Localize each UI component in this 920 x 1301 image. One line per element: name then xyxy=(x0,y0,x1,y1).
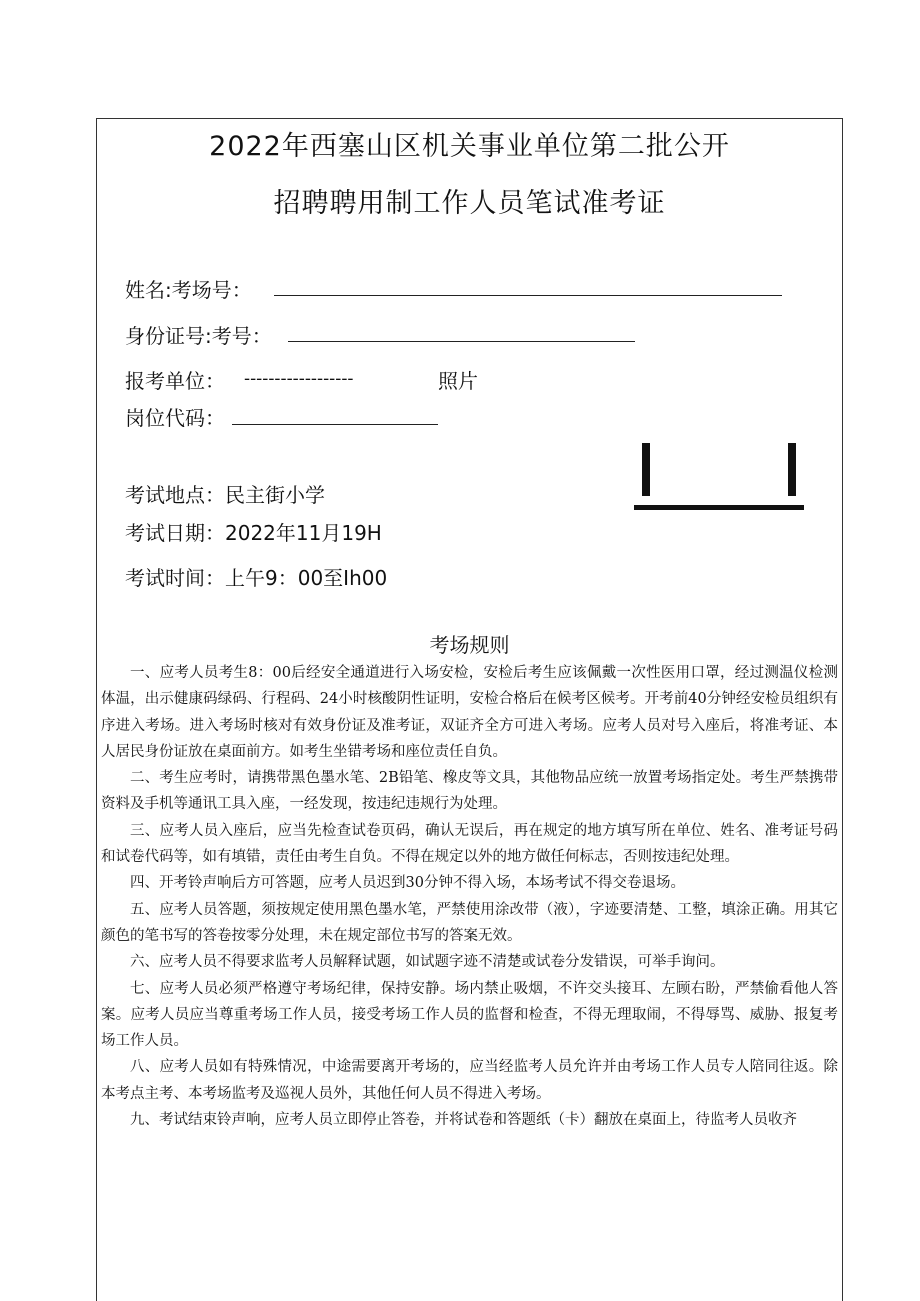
photo-label: 照片 xyxy=(438,369,478,393)
rule-item: 七、应考人员必须严格遵守考场纪律，保持安静。场内禁止吸烟，不许交头接耳、左顾右盼，严禁偷看他人答案。应考人员应当尊重考场工作人员，接受考场工作人员的监督和检查，不得无理取闹，不得辱骂、威胁、报复考场工作人员。 xyxy=(101,980,838,1050)
name-exam-room-line xyxy=(274,295,782,296)
rule-item: 一、应考人员考生8：00后经安全通道进行入场安检，安检后考生应该佩戴一次性医用口罩，经过测温仪检测体温，出示健康码绿码、行程码、24小时核酸阴性证明，安检合格后在候考区候考。开考前40分钟经安检员组织有序进入考场。进入考场时核对有效身份证及准考证，双证齐全方可进入考场。应考人员对号入座后，将准考证、本人居民身份证放在桌面前方。如考生坐错考场和座位责任自负。 xyxy=(101,665,838,760)
id-exam-number-label: 身份证号:考号： xyxy=(125,324,272,348)
unit-dash-line: ------------------ xyxy=(244,368,354,389)
rule-item: 二、考生应考时，请携带黑色墨水笔、2B铅笔、橡皮等文具，其他物品应统一放置考场指定处。考生严禁携带资料及手机等通讯工具入座，一经发现，按违纪违规行为处理。 xyxy=(101,770,838,813)
photo-frame-left xyxy=(642,443,650,496)
rule-item: 八、应考人员如有特殊情况，中途需要离开考场的，应当经监考人员允许并由考场工作人员专人陪同往返。除本考点主考、本考场监考及巡视人员外，其他任何人员不得进入考场。 xyxy=(101,1059,838,1102)
photo-frame-right xyxy=(788,443,796,496)
photo-frame-bottom xyxy=(634,505,804,510)
post-code-label: 岗位代码： xyxy=(125,406,225,430)
rules-list xyxy=(101,660,838,1133)
rule-item: 四、开考铃声响后方可答题，应考人员迟到30分钟不得入场，本场考试不得交卷退场。 xyxy=(130,875,685,892)
rule-item: 六、应考人员不得要求监考人员解释试题，如试题字迹不清楚或试卷分发错误，可举手询问。 xyxy=(130,954,725,971)
exam-location: 考试地点：民主街小学 xyxy=(125,483,325,507)
rule-item: 九、考试结束铃声响，应考人员立即停止答卷，并将试卷和答题纸（卡）翻放在桌面上，待监考人员收齐 xyxy=(130,1112,797,1129)
post-code-line xyxy=(232,424,438,425)
rule-item: 三、应考人员入座后，应当先检查试卷页码，确认无误后，再在规定的地方填写所在单位、姓名、准考证号码和试卷代码等，如有填错，责任由考生自负。不得在规定以外的地方做任何标志，否则按违纪处理。 xyxy=(101,822,838,866)
rules-heading: 考场规则 xyxy=(429,633,510,657)
title-line-1: 2022年西塞山区机关事业单位第二批公开 xyxy=(209,131,730,162)
unit-label: 报考单位： xyxy=(125,369,225,393)
rule-item: 五、应考人员答题，须按规定使用黑色墨水笔，严禁使用涂改带（液），字迹要清楚、工整，填涂正确。用其它颜色的笔书写的答卷按零分处理，未在规定部位书写的答案无效。 xyxy=(101,901,838,944)
admission-ticket-frame xyxy=(96,118,843,1301)
id-exam-number-line xyxy=(288,341,635,342)
name-exam-room-label: 姓名:考场号： xyxy=(125,278,252,302)
exam-date: 考试日期：2022年11月19H xyxy=(125,521,382,545)
title-line-2: 招聘聘用制工作人员笔试准考证 xyxy=(273,188,666,219)
exam-time: 考试时间：上午9：00至Ih00 xyxy=(125,566,388,590)
